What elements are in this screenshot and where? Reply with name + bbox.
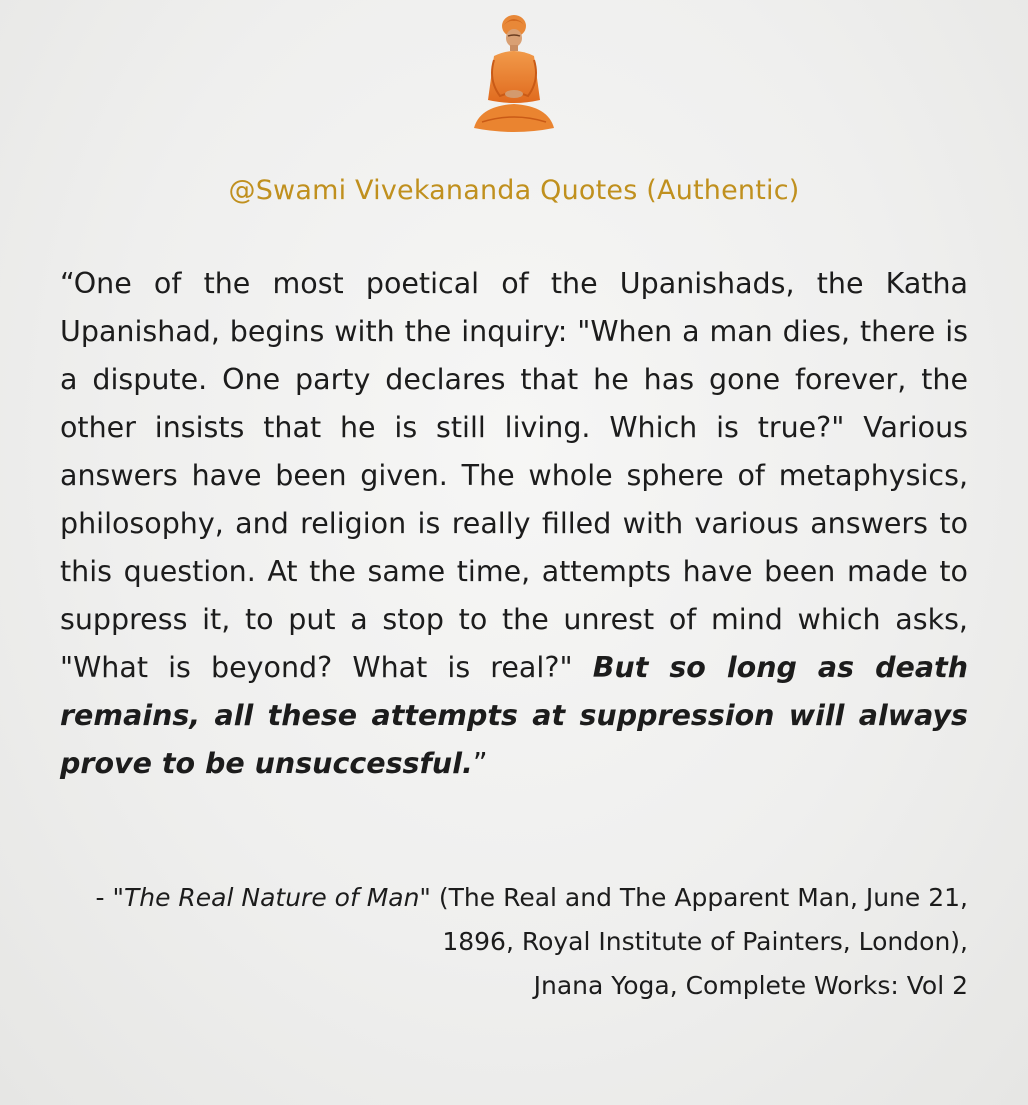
swami-vivekananda-logo-icon [470,10,558,134]
quote-text [60,260,968,788]
quote-open-mark: “ [60,267,74,300]
citation [68,876,968,1008]
citation-work-title: "The Real Nature of Man" [112,883,431,912]
citation-dash: - [95,883,113,912]
citation-source: Jnana Yoga, Complete Works: Vol 2 [533,971,968,1000]
quote-emphasis: But so long as death remains, all these attempts at suppression will always prove to be unsuccessful. [60,651,969,780]
citation-details: (The Real and The Apparent Man, June 21, 1896, Royal Institute of Painters, London), [430,883,968,956]
channel-handle: @Swami Vivekananda Quotes (Authentic) [228,175,800,206]
quote-close-mark: ” [472,747,488,780]
quote-body: One of the most poetical of the Upanishads, the Katha Upanishad, begins with the inquiry: "When a man dies, there is a dispute. One party declares that he has gone forever, the other insists that he is still living. Which is true?" Various answers have been given. The whole sphere of metaphysics, philosophy, and religion is really filled with various answers to this question. At the same time, attempts have been made to suppress it, to put a stop to the unrest of mind which asks, "What is beyond? What is real?" [60,267,968,684]
